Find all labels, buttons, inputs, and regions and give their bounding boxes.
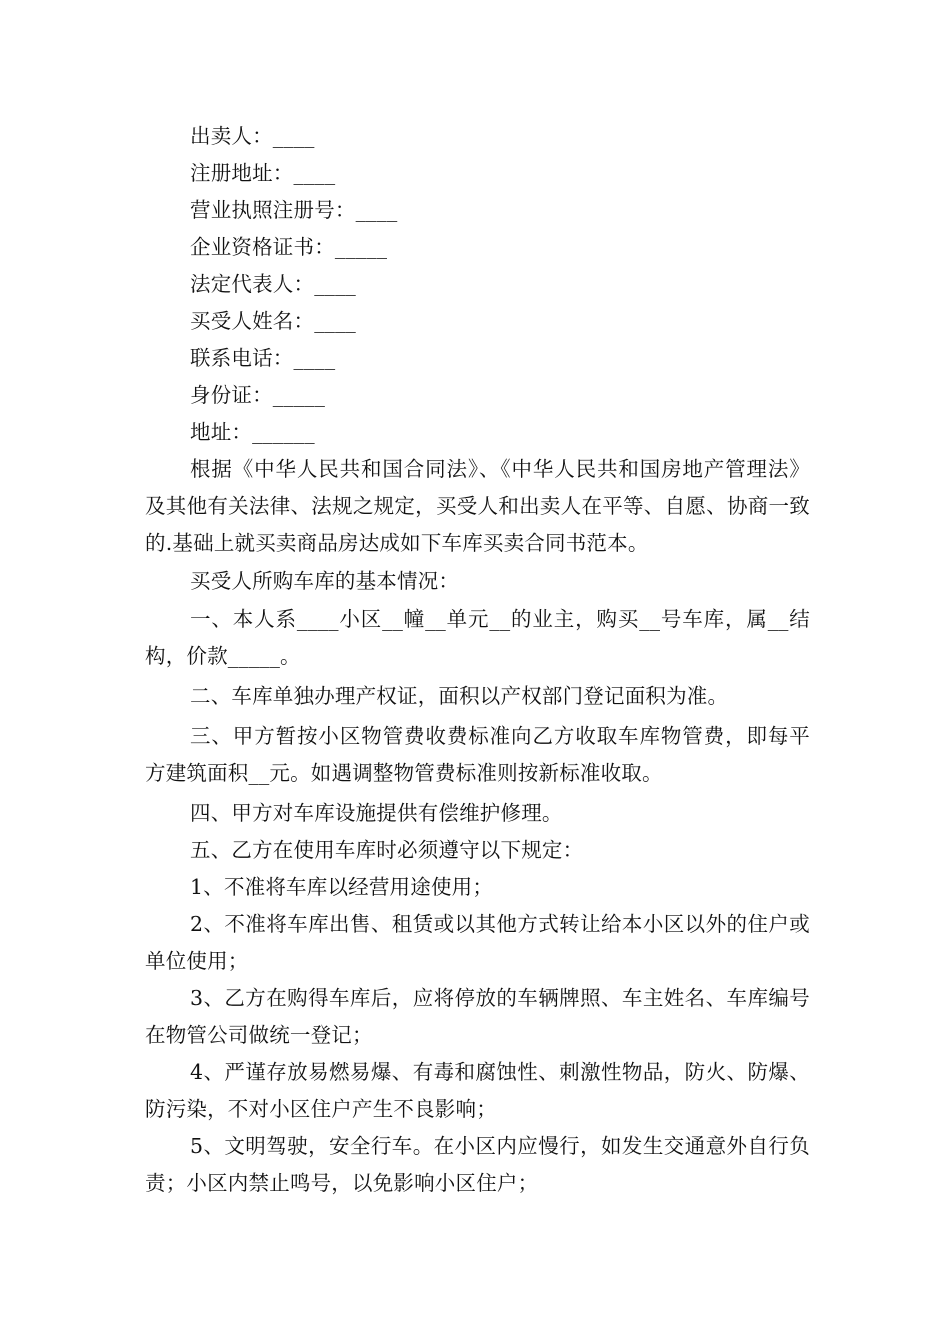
rule-5: 5、文明驾驶，安全行车。在小区内应慢行，如发生交通意外自行负责；小区内禁止鸣号，以免影响小区住户； <box>145 1134 810 1195</box>
seller-field: 出卖人：____ <box>190 124 315 148</box>
clause-5: 五、乙方在使用车库时必须遵守以下规定： <box>190 838 584 862</box>
rule-4: 4、严谨存放易燃易爆、有毒和腐蚀性、刺激性物品，防火、防爆、防污染，不对小区住户产生不良影响； <box>145 1060 810 1121</box>
id-card-field: 身份证：_____ <box>190 383 326 407</box>
contract-body <box>145 118 810 1202</box>
clause-2: 二、车库单独办理产权证，面积以产权部门登记面积为准。 <box>190 684 729 708</box>
registered-address-field: 注册地址：____ <box>190 161 336 185</box>
basic-info-heading: 买受人所购车库的基本情况： <box>190 569 460 593</box>
clause-4: 四、甲方对车库设施提供有偿维护修理。 <box>190 801 563 825</box>
rule-2: 2、不准将车库出售、租赁或以其他方式转让给本小区以外的住户或单位使用； <box>145 912 810 973</box>
buyer-name-field: 买受人姓名：____ <box>190 309 356 333</box>
address-field: 地址：______ <box>190 420 315 444</box>
qualification-certificate-field: 企业资格证书：_____ <box>190 235 388 259</box>
rule-3: 3、乙方在购得车库后，应将停放的车辆牌照、车主姓名、车库编号在物管公司做统一登记； <box>145 986 810 1047</box>
legal-representative-field: 法定代表人：____ <box>190 272 356 296</box>
clause-3: 三、甲方暂按小区物管费收费标准向乙方收取车库物管费，即每平方建筑面积__元。如遇调整物管费标准则按新标准收取。 <box>145 724 810 785</box>
intro-paragraph: 根据《中华人民共和国合同法》、《中华人民共和国房地产管理法》及其他有关法律、法规之规定，买受人和出卖人在平等、自愿、协商一致的.基础上就买卖商品房达成如下车库买卖合同书范本。 <box>145 457 810 555</box>
phone-field: 联系电话：____ <box>190 346 336 370</box>
clause-1: 一、本人系____小区__幢__单元__的业主，购买__号车库，属__结构，价款_____。 <box>145 607 810 668</box>
business-license-field: 营业执照注册号：____ <box>190 198 398 222</box>
rule-1: 1、不准将车库以经营用途使用； <box>190 875 494 899</box>
